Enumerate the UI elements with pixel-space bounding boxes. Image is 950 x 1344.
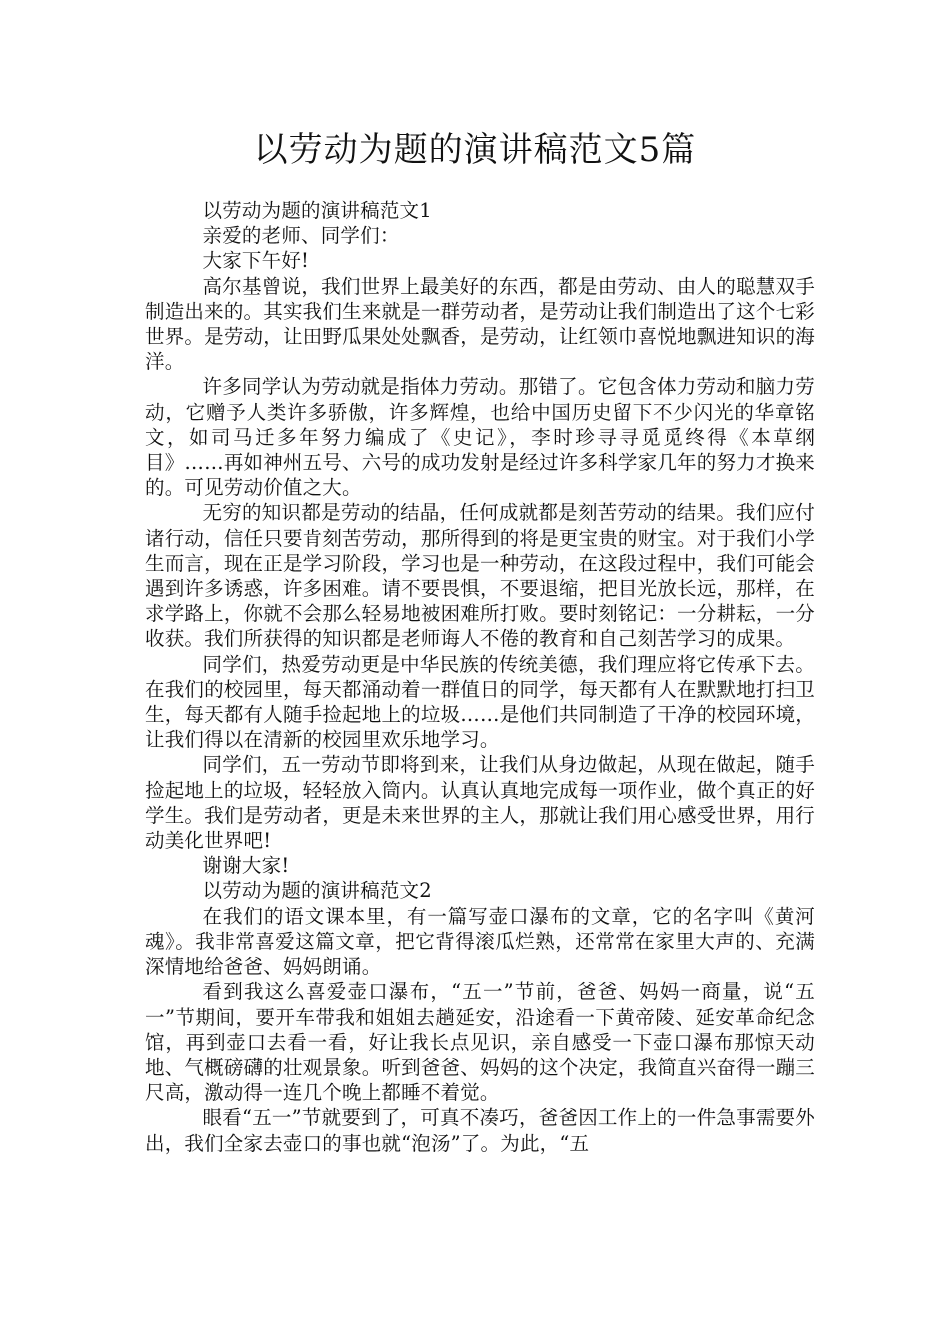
paragraph: 以劳动为题的演讲稿范文2 bbox=[202, 879, 432, 903]
paragraph: 亲爱的老师、同学们： bbox=[202, 224, 400, 248]
paragraph: 以劳动为题的演讲稿范文1 bbox=[202, 199, 432, 222]
document-body bbox=[145, 198, 815, 1156]
paragraph: 同学们，热爱劳动更是中华民族的传统美德，我们理应将它传承下去。在我们的校园里，每天都涌动着一群值日的同学，每天都有人在默默地打扫卫生，每天都有人随手捡起地上的垃圾……是他们共同制造了干净的校园环境，让我们得以在清新的校园里欢乐地学习。 bbox=[145, 652, 815, 752]
paragraph: 大家下午好! bbox=[202, 249, 310, 273]
paragraph: 在我们的语文课本里，有一篇写壶口瀑布的文章，它的名字叫《黄河魂》。我非常喜爱这篇文章，把它背得滚瓜烂熟，还常常在家里大声的、充满深情地给爸爸、妈妈朗诵。 bbox=[145, 904, 815, 979]
paragraph: 许多同学认为劳动就是指体力劳动。那错了。它包含体力劳动和脑力劳动，它赠予人类许多骄傲，许多辉煌，也给中国历史留下不少闪光的华章铭文，如司马迁多年努力编成了《史记》，李时珍寻寻觅觅终得《本草纲目》……再如神州五号、六号的成功发射是经过许多科学家几年的努力才换来的。可见劳动价值之大。 bbox=[145, 375, 815, 500]
paragraph: 看到我这么喜爱壶口瀑布，“五一”节前，爸爸、妈妈一商量，说“五一”节期间，要开车带我和姐姐去趟延安，沿途看一下黄帝陵、延安革命纪念馆，再到壶口去看一看，好让我长点见识，亲自感受一下壶口瀑布那惊天动地、气概磅礴的壮观景象。听到爸爸、妈妈的这个决定，我简直兴奋得一蹦三尺高，激动得一连几个晚上都睡不着觉。 bbox=[145, 980, 815, 1105]
document-title: 以劳动为题的演讲稿范文5篇 bbox=[253, 130, 697, 170]
paragraph: 无穷的知识都是劳动的结晶，任何成就都是刻苦劳动的结果。我们应付诸行动，信任只要肯刻苦劳动，那所得到的将是更宝贵的财宝。对于我们小学生而言，现在正是学习阶段，学习也是一种劳动，在这段过程中，我们可能会遇到许多诱惑，许多困难。请不要畏惧，不要退缩，把目光放长远，那样，在求学路上，你就不会那么轻易地被困难所打败。要时刻铭记：一分耕耘，一分收获。我们所获得的知识都是老师诲人不倦的教育和自己刻苦学习的成果。 bbox=[145, 501, 815, 651]
paragraph: 高尔基曾说，我们世界上最美好的东西，都是由劳动、由人的聪慧双手制造出来的。其实我们生来就是一群劳动者，是劳动让我们制造出了这个七彩世界。是劳动，让田野瓜果处处飘香，是劳动，让红领巾喜悦地飘进知识的海洋。 bbox=[145, 274, 815, 374]
paragraph: 同学们，五一劳动节即将到来，让我们从身边做起，从现在做起，随手捡起地上的垃圾，轻轻放入筒内。认真认真地完成每一项作业，做个真正的好学生。我们是劳动者，更是未来世界的主人，那就让我们用心感受世界，用行动美化世界吧! bbox=[145, 753, 815, 853]
paragraph: 眼看“五一”节就要到了，可真不凑巧，爸爸因工作上的一件急事需要外出，我们全家去壶口的事也就“泡汤”了。为此，“五 bbox=[145, 1106, 815, 1155]
paragraph: 谢谢大家! bbox=[202, 854, 290, 878]
